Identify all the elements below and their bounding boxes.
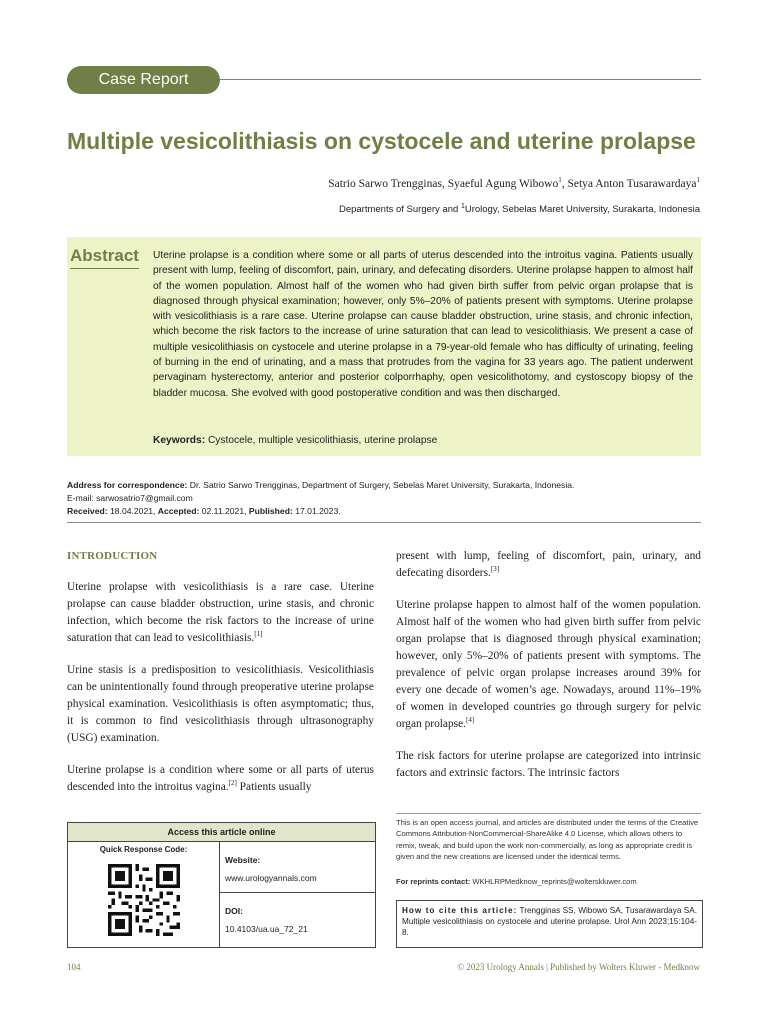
address-value: Dr. Satrio Sarwo Trengginas, Department of Surgery, Sebelas Maret University, Surakarta, Indonesia.: [189, 480, 575, 490]
qr-cell: [68, 842, 220, 947]
keywords: [153, 435, 693, 446]
citation-ref[interactable]: [4]: [466, 716, 475, 725]
qr-label: Quick Response Code:: [99, 845, 188, 854]
doi-link[interactable]: 10.4103/ua.ua_72_21: [225, 924, 308, 934]
website-link[interactable]: www.urologyannals.com: [225, 873, 317, 883]
footer-copyright: © 2023 Urology Annals | Published by Wolters Kluwer - Medknow: [457, 962, 700, 972]
website-label: Website:: [225, 855, 261, 865]
accepted-date: 02.11.2021,: [201, 506, 247, 516]
affiliation-pre: Departments of Surgery and: [338, 204, 461, 215]
reprints-label: For reprints contact:: [396, 877, 471, 886]
citation-text: Trengginas SS, Wibowo SA, Tusarawardaya SA. Multiple vesicolithiasis on cystocele and uterine prolapse. Urol Ann 2023;15:104-8.: [402, 906, 697, 938]
citation-ref[interactable]: [2]: [228, 779, 237, 788]
right-column: [396, 548, 701, 797]
keywords-label: Keywords:: [153, 435, 206, 446]
citation-ref[interactable]: [1]: [254, 630, 263, 639]
doi-label: DOI:: [225, 906, 243, 916]
affiliation-post: Urology, Sebelas Maret University, Surakarta, Indonesia: [464, 204, 700, 215]
address-label: Address for correspondence:: [67, 480, 188, 490]
license-text: This is an open access journal, and articles are distributed under the terms of the Creative Commons Attribution-NonCommercial-ShareAlike 4.0 License, which allows others to remix, tweak, and build upon the work non-commercially, as long as appropriate credit is given and the new creations are licensed under the identical terms.: [396, 818, 699, 862]
paragraph: Uterine prolapse with vesicolithiasis is a rare case. Uterine prolapse can cause bladder obstruction, urine stasis, and chronic infection, which become the risk factors to the increase of urine saturation that can lead to vesicolithiasis.[1]: [67, 581, 374, 644]
email-line[interactable]: E-mail: sarwosatrio7@gmail.com: [67, 493, 193, 503]
abstract-heading: Abstract: [70, 246, 139, 269]
author-sup-1: 1: [558, 176, 562, 185]
author-list: [328, 178, 700, 190]
qr-code-icon[interactable]: [108, 864, 180, 936]
reprints-email[interactable]: WKHLRPMedknow_reprints@wolterskluwer.com: [472, 877, 637, 886]
citation-label: How to cite this article:: [402, 906, 518, 915]
paragraph: Urine stasis is a predisposition to vesicolithiasis. Vesicolithiasis can be unintentionally found through preoperative uterine prolapse physical examination. Vesicolithiasis is often asymptomatic; thus, it is common to find vesicolithiasis through ultrasonography (USG) examination.: [67, 664, 374, 744]
published-label: Published:: [248, 506, 293, 516]
doi-cell: [220, 893, 375, 947]
affiliation: [339, 204, 700, 215]
page-number: 104: [67, 962, 81, 972]
affiliation-sup: 1: [460, 202, 465, 210]
paragraph: Uterine prolapse is a condition where some or all parts of uterus descended into the introitus vagina.[2] Patients usually: [67, 764, 374, 793]
accepted-label: Accepted:: [157, 506, 200, 516]
received-label: Received:: [67, 506, 108, 516]
license-divider: [396, 813, 701, 814]
article-title: Multiple vesicolithiasis on cystocele and uterine prolapse: [67, 128, 696, 154]
access-online-box: [67, 822, 376, 948]
section-divider: [67, 522, 701, 523]
intro-heading: INTRODUCTION: [67, 550, 158, 562]
citation-box: [396, 900, 703, 948]
abstract-text: Uterine prolapse is a condition where some or all parts of uterus descended into the introitus vagina. Patients usually present with lump, feeling of discomfort, pain, urinary, and defecating disorders. Uterine prolapse happen to almost half of the women population. Almost half of the women who had given birth suffer from pelvic organ prolapse that is diagnosed through physical examination; however, only 5%–20% of patients present with symptoms. Uterine prolapse with vesicolithiasis is a rare case. Uterine prolapse can cause bladder obstruction, urine stasis, and chronic infection, which become the risk factors to the increase of urine saturation that can lead to vesicolithiasis. We present a case of multiple vesicolithiasis on cystocele and uterine prolapse in a 79-year-old female who has difficulty of urinating, feeling of burning in the end of urinating, and a mass that protrudes from the vagina for 33 years ago. The patient underwent pervaginam hysterectomy, anterior and posterior colporrhaphy, open vesicolithotomy, and cystoscopy biopsy of the bladder mucosa. She evolved with good postoperative condition and was then discharged.: [153, 250, 693, 399]
received-date: 18.04.2021,: [110, 506, 156, 516]
section-label: Case Report: [67, 66, 220, 94]
access-heading: Access this article online: [68, 823, 375, 842]
correspondence-block: [67, 479, 707, 518]
published-date: 17.01.2023.: [295, 506, 341, 516]
keywords-value: Cystocele, multiple vesicolithiasis, uterine prolapse: [207, 435, 438, 446]
website-cell: [220, 842, 375, 893]
reprints-line: [396, 877, 637, 886]
paragraph: The risk factors for uterine prolapse are categorized into intrinsic factors and extrinsic factors. The intrinsic factors: [396, 750, 701, 779]
header-rule: [150, 79, 701, 80]
left-column: [67, 548, 374, 811]
paragraph: present with lump, feeling of discomfort, pain, urinary, and defecating disorders.[3]: [396, 550, 701, 579]
authors-part-2: , Setya Anton Tusarawardaya: [561, 178, 697, 190]
paragraph: Uterine prolapse happen to almost half of the women population. Almost half of the women who had given birth suffer from pelvic organ prolapse that is diagnosed through physical examination; however, only 5%–20% of patients present with symptoms. The prevalence of pelvic organ prolapse increases around 39% for every one decade of women’s age. Nowadays, around 11%–19% of women in developed countries go through surgery for pelvic organ prolapse.[4]: [396, 599, 701, 730]
authors-part-1: Satrio Sarwo Trengginas, Syaeful Agung Wibowo: [328, 178, 559, 190]
author-sup-2: 1: [696, 176, 700, 185]
citation-ref[interactable]: [3]: [490, 565, 500, 574]
